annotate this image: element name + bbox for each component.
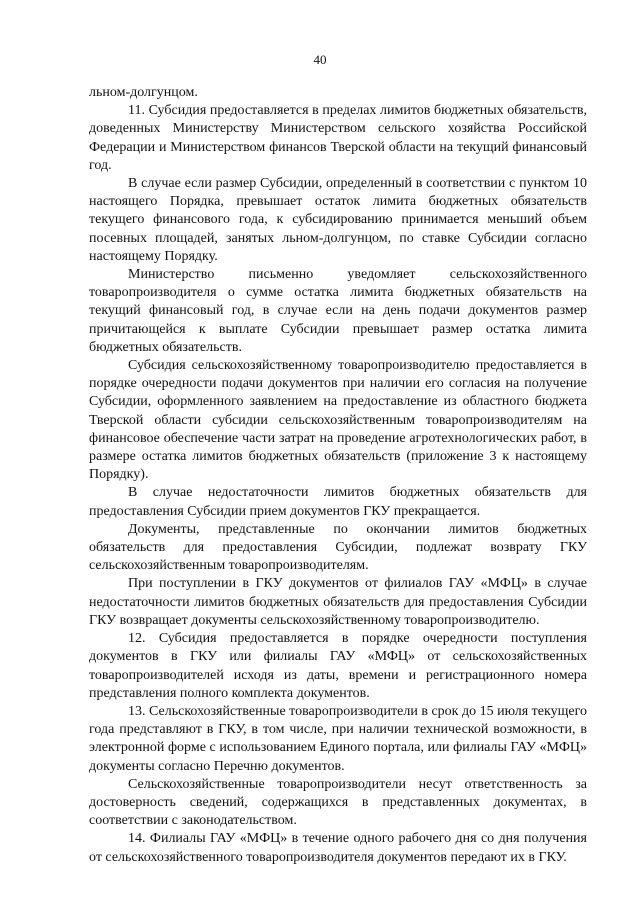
paragraph: Сельскохозяйственные товаропроизводители несут ответственность за достоверность сведений, содержащихся в представленных документах, в соответствии с законодательством. xyxy=(89,776,587,829)
paragraph: В случае недостаточности лимитов бюджетных обязательств для предоставления Субсидии прием документов ГКУ прекращается. xyxy=(89,485,587,519)
paragraph-clause-14: 14. Филиалы ГАУ «МФЦ» в течение одного рабочего дня со дня получения от сельскохозяйственного товаропроизводителя документов передают их в ГКУ. xyxy=(89,831,587,865)
paragraph: Документы, представленные по окончании лимитов бюджетных обязательств для предоставления Субсидии, подлежат возврату ГКУ сельскохозяйственным товаропроизводителям. xyxy=(89,521,587,574)
document-body xyxy=(89,84,587,867)
paragraph-continuation: льном-долгунцом. xyxy=(89,85,198,100)
paragraph-clause-13: 13. Сельскохозяйственные товаропроизводители в срок до 15 июля текущего года представляют в ГКУ, в том числе, при наличии технической возможности, в электронной форме с использованием Единого портала, или филиалы ГАУ «МФЦ» документы согласно Перечню документов. xyxy=(89,703,587,774)
paragraph: Министерство письменно уведомляет сельскохозяйственного товаропроизводителя о сумме остатка лимита бюджетных обязательств на текущий финансовый год, в случае если на день подачи документов размер причитающейся к выплате Субсидии превышает размер остатка лимита бюджетных обязательств. xyxy=(89,267,587,355)
paragraph: В случае если размер Субсидии, определенный в соответствии с пунктом 10 настоящего Порядка, превышает остаток лимита бюджетных обязательств текущего финансового года, к субсидированию принимается меньший объем посевных площадей, занятых льном-долгунцом, по ставке Субсидии согласно настоящему Порядку. xyxy=(89,176,587,264)
paragraph-clause-11: 11. Субсидия предоставляется в пределах лимитов бюджетных обязательств, доведенных Министерству Министерством сельского хозяйства Российской Федерации и Министерством финансов Тверской области на текущий финансовый год. xyxy=(89,103,587,173)
paragraph: Субсидия сельскохозяйственному товаропроизводителю предоставляется в порядке очередности подачи документов при наличии его согласия на получение Субсидии, оформленного заявлением на предоставление из областного бюджета Тверской области субсидии сельскохозяйственным товаропроизводителям на финансовое обеспечение части затрат на проведение агротехнологических работ, в размере остатка лимитов бюджетных обязательств (приложение 3 к настоящему Порядку). xyxy=(89,358,587,483)
paragraph-clause-12: 12. Субсидия предоставляется в порядке очередности поступления документов в ГКУ или филиалы ГАУ «МФЦ» от сельскохозяйственных товаропроизводителей исходя из даты, времени и регистрационного номера представления полного комплекта документов. xyxy=(89,631,587,701)
paragraph: При поступлении в ГКУ документов от филиалов ГАУ «МФЦ» в случае недостаточности лимитов бюджетных обязательств для предоставления Субсидии ГКУ возвращает документы сельскохозяйственному товаропроизводителю. xyxy=(89,576,587,628)
page-number: 40 xyxy=(313,52,327,67)
